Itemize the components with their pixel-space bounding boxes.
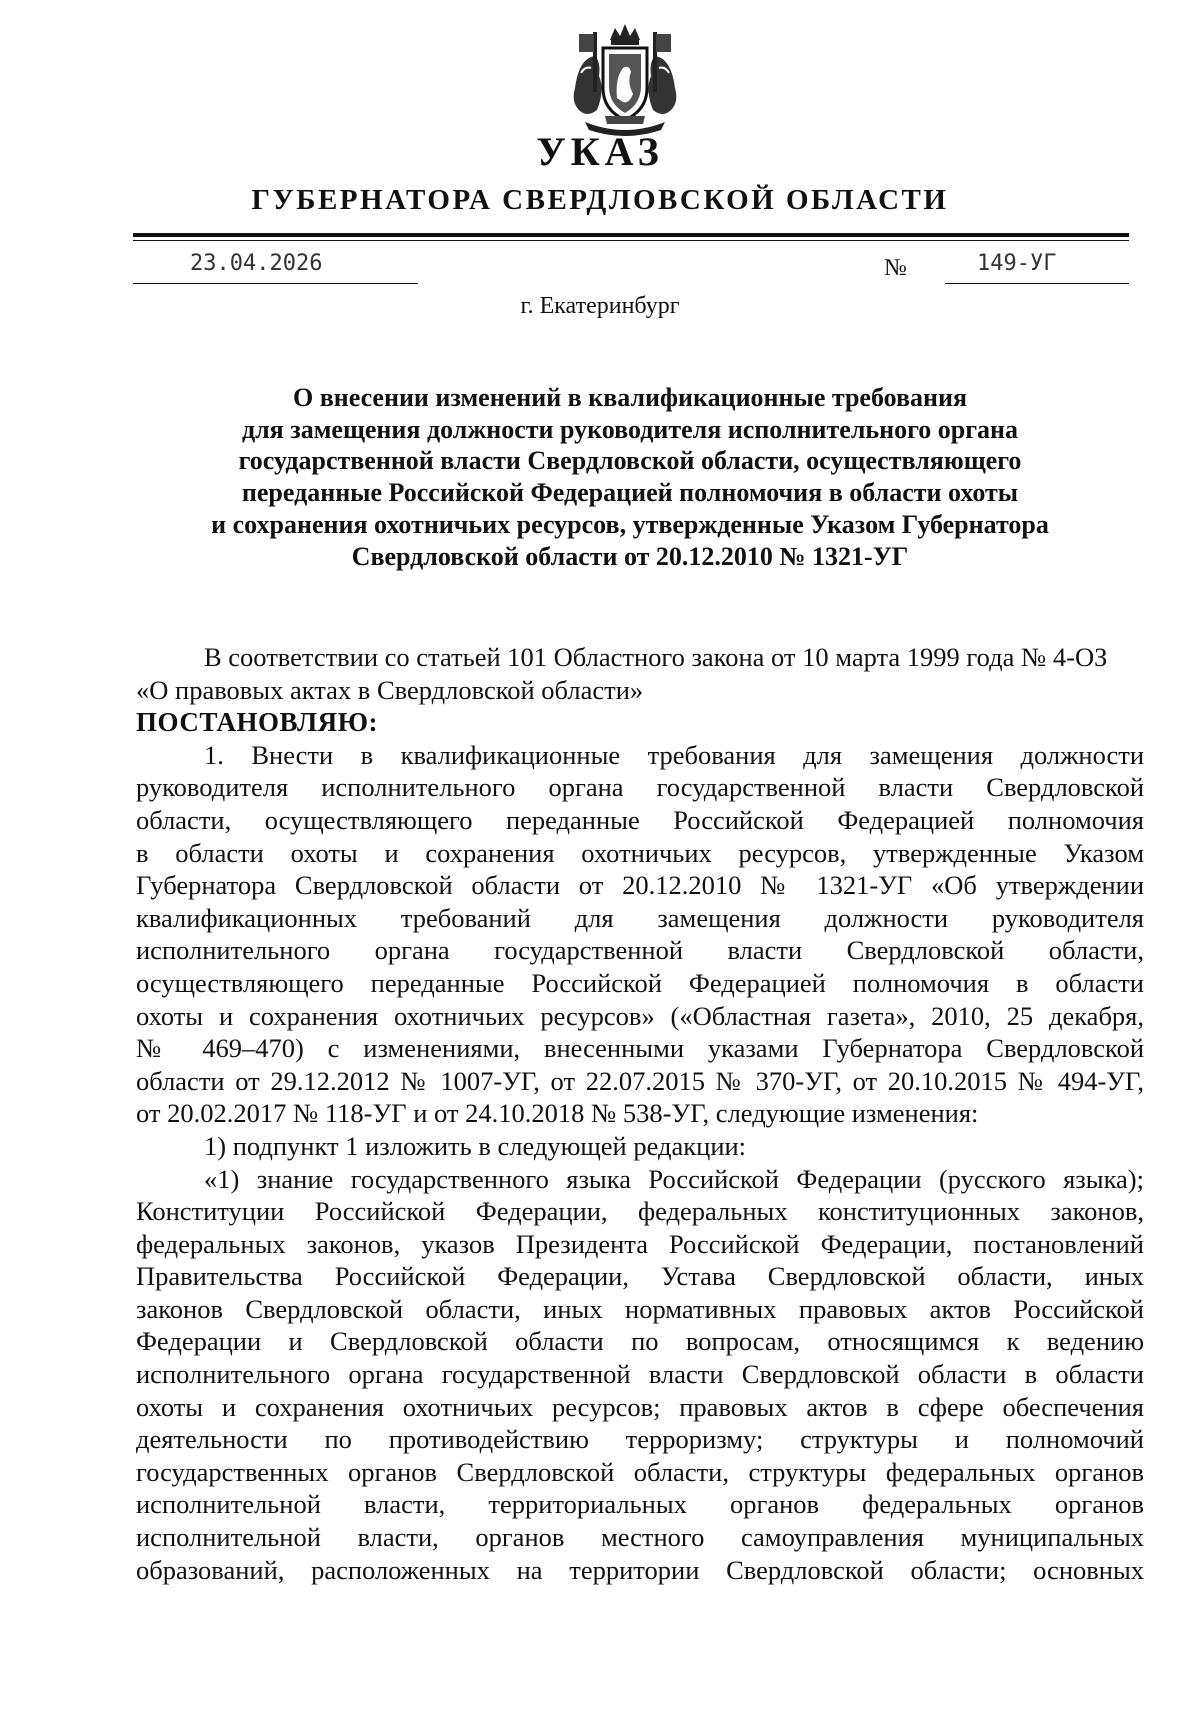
- body-line: Губернатора Свердловской области от 20.12.2010 № 1321-УГ «Об утверждении: [136, 870, 1144, 901]
- decree-issuer: ГУБЕРНАТОРА СВЕРДЛОВСКОЙ ОБЛАСТИ: [251, 184, 949, 216]
- body-line: исполнительного органа государственной власти Свердловской области в области: [136, 1359, 1144, 1390]
- body-line: исполнительной власти, органов местного самоуправления муниципальных: [136, 1522, 1144, 1553]
- number-underline: [945, 283, 1129, 284]
- body-line: исполнительной власти, территориальных органов федеральных органов: [136, 1489, 1144, 1520]
- coat-of-arms-icon: [565, 18, 685, 143]
- body-line: федеральных законов, указов Президента Российской Федерации, постановлений: [136, 1228, 1144, 1259]
- resolution-heading: ПОСТАНОВЛЯЮ:: [136, 707, 378, 738]
- body-line: Правительства Российской Федерации, Устава Свердловской области, иных: [136, 1261, 1144, 1292]
- body-line: в области охоты и сохранения охотничьих ресурсов, утвержденные Указом: [136, 837, 1144, 868]
- decree-title: УКАЗ: [536, 129, 664, 174]
- body-line: от 20.02.2017 № 118-УГ и от 24.10.2018 № 538-УГ, следующие изменения:: [136, 1098, 979, 1129]
- header-rule-thin: [133, 240, 1129, 241]
- body-line: № 469–470) с изменениями, внесенными указами Губернатора Свердловской: [136, 1033, 1144, 1064]
- body-line: осуществляющего переданные Российской Федерацией полномочия в области: [136, 967, 1144, 998]
- body-line: 1. Внести в квалификационные требования для замещения должности: [204, 739, 1144, 770]
- body-line: образований, расположенных на территории Свердловской области; основных: [136, 1554, 1144, 1585]
- body-line: государственных органов Свердловской области, структуры федеральных органов: [136, 1456, 1144, 1487]
- body-line: квалификационных требований для замещения должности руководителя: [136, 902, 1144, 933]
- body-line: охоты и сохранения охотничьих ресурсов» («Областная газета», 2010, 25 декабря,: [136, 1000, 1144, 1031]
- body-line: деятельности по противодействию терроризму; структуры и полномочий: [136, 1424, 1144, 1455]
- body-line: Федерации и Свердловской области по вопросам, относящимся к ведению: [136, 1326, 1144, 1357]
- subject-line: и сохранения охотничьих ресурсов, утвержденные Указом Губернатора: [211, 509, 1049, 539]
- body-line: охоты и сохранения охотничьих ресурсов; правовых актов в сфере обеспечения: [136, 1391, 1144, 1422]
- decree-subject: [130, 382, 1130, 572]
- body-line: Конституции Российской Федерации, федеральных конституционных законов,: [136, 1196, 1144, 1227]
- subject-line: для замещения должности руководителя исполнительного органа: [241, 414, 1019, 444]
- decree-body: [136, 641, 1144, 1586]
- subject-line: О внесении изменений в квалификационные требования: [292, 383, 968, 412]
- body-line: 1) подпункт 1 изложить в следующей редакции:: [204, 1130, 747, 1161]
- decree-number: 149-УГ: [977, 251, 1057, 276]
- subject-line: государственной власти Свердловской области, осуществляющего: [238, 446, 1022, 476]
- body-line: руководителя исполнительного органа государственной власти Свердловской: [136, 772, 1144, 803]
- body-line: «О правовых актах в Свердловской области»: [136, 674, 644, 705]
- body-line: области, осуществляющего переданные Российской Федерацией полномочия: [136, 804, 1144, 835]
- decree-city: г. Екатеринбург: [520, 293, 680, 319]
- body-line: законов Свердловской области, иных нормативных правовых актов Российской: [136, 1293, 1144, 1324]
- number-sign: №: [884, 255, 907, 281]
- body-line: области от 29.12.2012 № 1007-УГ, от 22.07.2015 № 370-УГ, от 20.10.2015 № 494-УГ,: [136, 1065, 1144, 1096]
- body-line: В соответствии со статьей 101 Областного закона от 10 марта 1999 года № 4-ОЗ: [204, 642, 1108, 672]
- body-line: исполнительного органа государственной власти Свердловской области,: [136, 935, 1144, 966]
- body-line: «1) знание государственного языка Российской Федерации (русского языка);: [204, 1163, 1144, 1194]
- decree-date: 23.04.2026: [190, 251, 323, 276]
- date-underline: [133, 283, 418, 284]
- subject-line: Свердловской области от 20.12.2010 № 1321-УГ: [351, 541, 909, 571]
- header-rule-thick: [133, 233, 1129, 237]
- subject-line: переданные Российской Федерацией полномочия в области охоты: [241, 478, 1019, 508]
